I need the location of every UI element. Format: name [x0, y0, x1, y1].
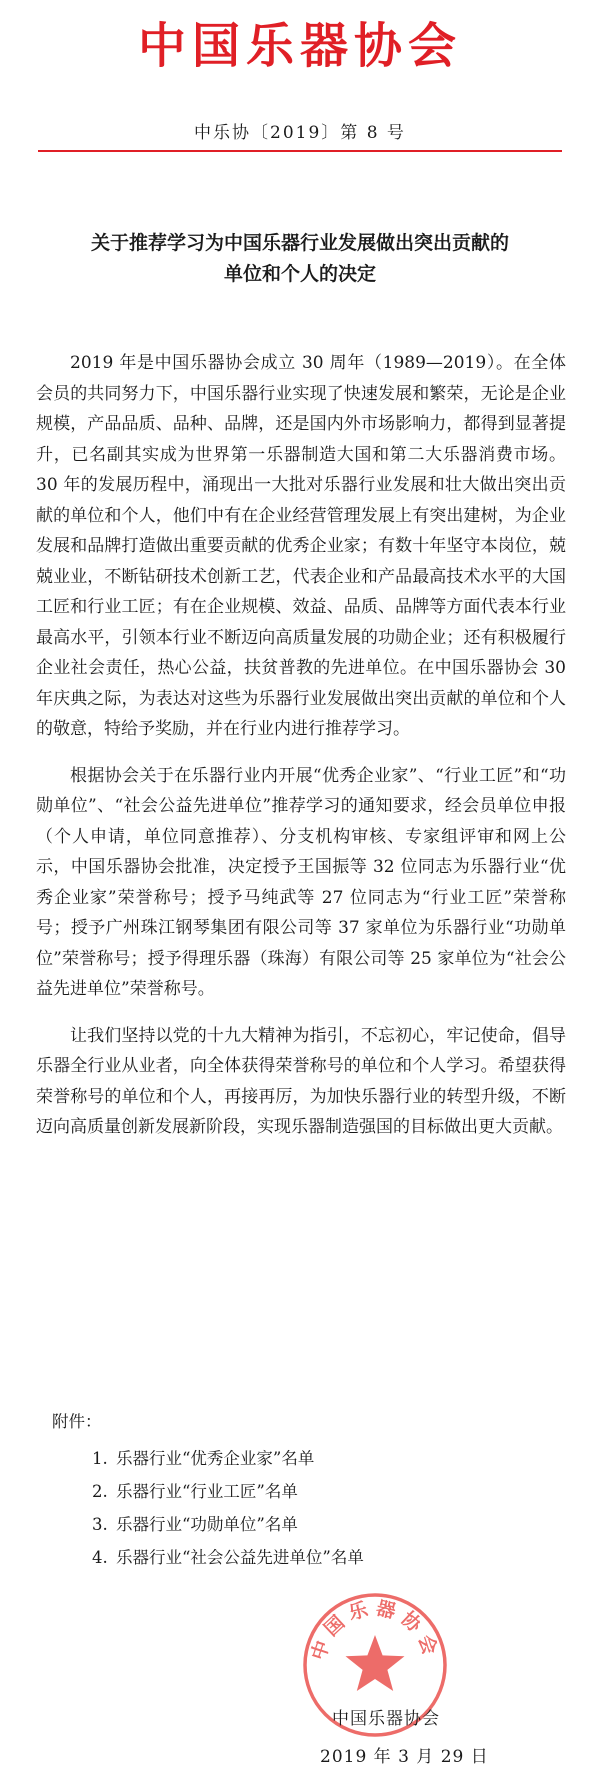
attachment-number: 1. [92, 1449, 108, 1468]
seal-text: 中国乐器协会 [307, 1597, 443, 1663]
attachments-label: 附件： [52, 1412, 102, 1431]
body-text [36, 348, 566, 1159]
attachment-number: 4. [92, 1548, 108, 1567]
attachment-item [92, 1541, 552, 1574]
attachment-text: 乐器行业“功勋单位”名单 [116, 1515, 298, 1534]
decision-title-line-2: 单位和个人的决定 [223, 263, 376, 285]
attachments [52, 1408, 552, 1574]
letterhead-org-name: 中国乐器协会 [137, 18, 462, 74]
seal-star-icon [346, 1635, 405, 1691]
signature-org: 中国乐器协会 [332, 1709, 440, 1729]
attachment-number: 3. [92, 1515, 108, 1534]
attachment-number: 2. [92, 1482, 108, 1501]
body-paragraph-3: 让我们坚持以党的十九大精神为指引，不忘初心，牢记使命，倡导乐器全行业从业者，向全体获得荣誉称号的单位和个人学习。希望获得荣誉称号的单位和个人，再接再厉，为加快乐器行业的转型升级，不断迈向高质量创新发展新阶段，实现乐器制造强国的目标做出更大贡献。 [36, 1025, 566, 1137]
attachment-text: 乐器行业“社会公益先进单位”名单 [116, 1548, 364, 1567]
signature-date: 2019 年 3 月 29 日 [320, 1747, 489, 1767]
attachment-text: 乐器行业“优秀企业家”名单 [116, 1449, 315, 1468]
attachment-text: 乐器行业“行业工匠”名单 [116, 1482, 298, 1501]
attachment-item [92, 1442, 552, 1475]
attachment-item [92, 1508, 552, 1541]
body-paragraph-2: 根据协会关于在乐器行业内开展“优秀企业家”、“行业工匠”和“功勋单位”、“社会公益先进单位”推荐学习的通知要求，经会员单位申报（个人申请，单位同意推荐）、分支机构审核、专家组评审和网上公示，中国乐器协会批准，决定授予王国振等 32 位同志为乐器行业“优秀企业家”荣誉称号；授予马纯武等 27 位同志为“行业工匠”荣誉称号；授予广州珠江钢琴集团有限公司等 37 家单位为乐器行业“功勋单位”荣誉称号；授予得理乐器（珠海）有限公司等 25 家单位为“社会公益先进单位”荣誉称号。 [36, 765, 566, 999]
letterhead-red-rule [38, 150, 562, 152]
decision-title-line-1: 关于推荐学习为中国乐器行业发展做出突出贡献的 [90, 232, 509, 254]
decision-title [60, 228, 540, 290]
document-number: 中乐协〔2019〕第 8 号 [194, 123, 406, 143]
attachments-list [52, 1442, 552, 1574]
body-paragraph-1: 2019 年是中国乐器协会成立 30 周年（1989—2019）。在全体会员的共同努力下，中国乐器行业实现了快速发展和繁荣，无论是企业规模，产品品质、品种、品牌，还是国内外市场影响力，都得到显著提升，已名副其实成为世界第一乐器制造大国和第二大乐器消费市场。30 年的发展历程中，涌现出一大批对乐器行业发展和壮大做出突出贡献的单位和个人，他们中有在企业经营管理发展上有突出建树，为企业发展和品牌打造做出重要贡献的优秀企业家；有数十年坚守本岗位，兢兢业业，不断钻研技术创新工艺，代表企业和产品最高技术水平的大国工匠和行业工匠；有在企业规模、效益、品质、品牌等方面代表本行业最高水平，引领本行业不断迈向高质量发展的功勋企业；还有积极履行企业社会责任，热心公益，扶贫普教的先进单位。在中国乐器协会 30 年庆典之际，为表达对这些为乐器行业发展做出突出贡献的单位和个人的敬意，特给予奖励，并在行业内进行推荐学习。 [36, 353, 566, 739]
attachment-item [92, 1475, 552, 1508]
